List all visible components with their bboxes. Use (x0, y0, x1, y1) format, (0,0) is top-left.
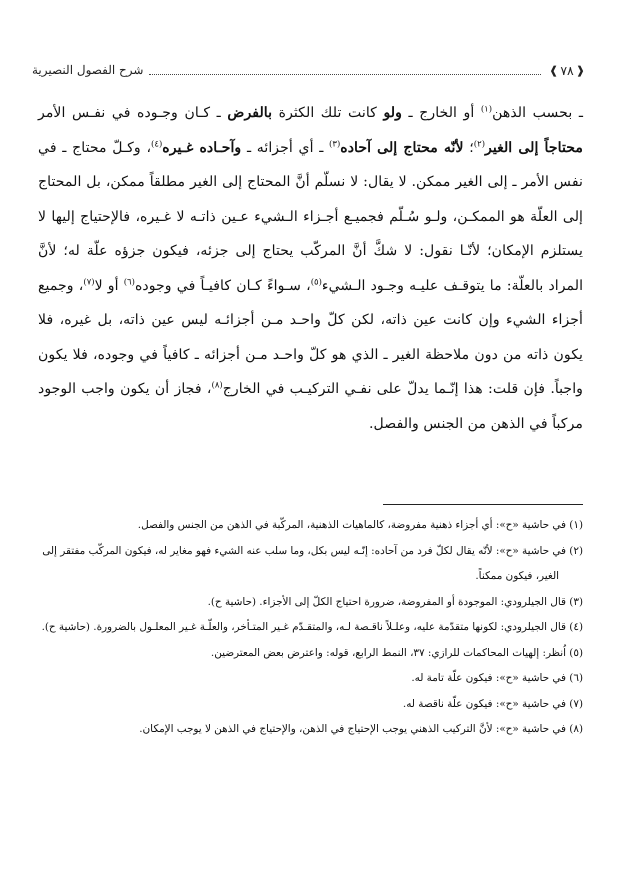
footnote-3: (٣) قال الجيلرودي: الموجودة أو المفروضة، ضرورة احتياج الكلّ إلى الأجزاء. (حاشية ح). (207, 595, 583, 608)
text-span: ، سـواءً كـان كافيـاً في وجوده (134, 277, 311, 294)
footnote-5: (٥) اُنظر: إلهيات المحاكمات للرازي: ٣٧، النمط الرابع، قوله: واعترض بعض المعترضين. (210, 646, 583, 659)
ornament-left-icon: ❱ (549, 63, 559, 77)
page-header (32, 60, 587, 80)
footnote-ref-5[interactable]: (٥) (310, 276, 322, 287)
page-number-block (547, 63, 587, 78)
footnotes (38, 513, 583, 743)
bold-span: محتاجاً إلى الغير (485, 139, 583, 156)
footnote-6: (٦) في حاشية «ح»: فيكون علّة تامة له. (411, 672, 583, 684)
text-span: أو لا (94, 277, 124, 294)
footnote-ref-8[interactable]: (٨) (211, 380, 223, 391)
footnote-ref-2[interactable]: (٢) (473, 138, 486, 149)
footnote-8: (٨) في حاشية «ح»: لأنَّ التركيب الذهني يوجب الإحتياج في الذهن، والإحتياج في الذهن لا يوجب الإمكان. (139, 723, 583, 735)
bold-span: وآحـاده غـيره (162, 139, 242, 156)
footnote-ref-7[interactable]: (٧) (83, 276, 95, 287)
footnote-ref-1[interactable]: (١) (480, 104, 493, 115)
footnote-1: (١) في حاشية «ح»: أي أجزاء ذهنية مفروضة، كالماهيات الذهنية، المركّبة في الذهن من الجنس والفصل. (137, 519, 583, 531)
text-span: ـ أي أجزائه ـ (241, 139, 330, 156)
text-span: كانت تلك الكثرة (272, 105, 384, 121)
footnote-ref-6[interactable]: (٦) (123, 276, 135, 287)
text-span: ـ كـان وجـوده في نفـس الأمر (38, 105, 228, 121)
footnote-2: (٢) في حاشية «ح»: لأنّه يقال لكلّ فرد من آحاده: إنّـه ليس بكل، وما سلب عنه الشيء فهو مغاير له، فيكون المركّب مفتقر إلى الغير، فيكون ممكناً. (42, 544, 583, 582)
text-span: ، فجاز أن يكون واجب الوجود مركباً في الذهن من الجنس والفصل. (38, 381, 583, 432)
footnote-7: (٧) في حاشية «ح»: فيكون علّة ناقصة له. (402, 697, 583, 710)
text-span: ، وكـلّ محتاج ـ في نفس الأمر ـ إلى الغير ممكن. لا يقال: لا نسلّم أنَّ المحتاج إلى الغير مطلقاً ممكن، بل المحتاج إلى العلّة هو الممكـن، ولـو سُـلّم فجميـع أجـزاء الـشيء عـين ذاتـه لا غـيره، فالإحتياج إليها لا يستلزم الإمكان؛ لأنّـا نقول: لا شكَّ أنَّ المركّب يحتاج إلى جزئه، فيكون جزؤه علّة له؛ لأنَّ المراد بالعلّة: ما يتوقـف عليـه وجـود الـشيء (38, 139, 584, 294)
footnote-ref-3[interactable]: (٣) (329, 138, 341, 149)
page-number: ٧٨ (560, 62, 574, 78)
main-text (38, 96, 583, 441)
footnote-ref-4[interactable]: (٤) (151, 138, 163, 149)
text-span: ؛ (463, 139, 474, 156)
dotted-leader (149, 74, 541, 75)
running-title: شرح الفصول النصيرية (32, 63, 144, 77)
bold-span: ولو (383, 105, 402, 121)
bold-span: بالفرض (227, 105, 273, 121)
text-span: ، وجميع أجزاء الشيء وإن كانت عين ذاته، لكن كلّ واحـد مـن أجزائـه ليس عين ذاته، بل غيره، فلا يكون ذاته من دون ملاحظة الغير ـ الذي هو كلّ واحـد مـن أجزائه ـ كافياً في وجوده، فلا يكون واجباً. فإن قلت: هذا إنّـما يدلّ على نفـي التركيـب في الخارج (38, 277, 583, 397)
bold-span: لأنّه محتاج إلى آحاده (340, 139, 464, 156)
text-span: ـ بحسب الذهن (492, 105, 583, 121)
text-span: أو الخارج ـ (401, 105, 481, 121)
ornament-right-icon: ❰ (575, 63, 585, 77)
footnote-4: (٤) قال الجيلرودي: لكونها متقدّمة عليه، وعلـلاً ناقـصة لـه، والمتقـدّم غـير المتـأخر، والعلّـة غـير المعلـول بالضرورة. (حاشية ح). (41, 621, 583, 633)
footnote-separator (383, 504, 583, 505)
